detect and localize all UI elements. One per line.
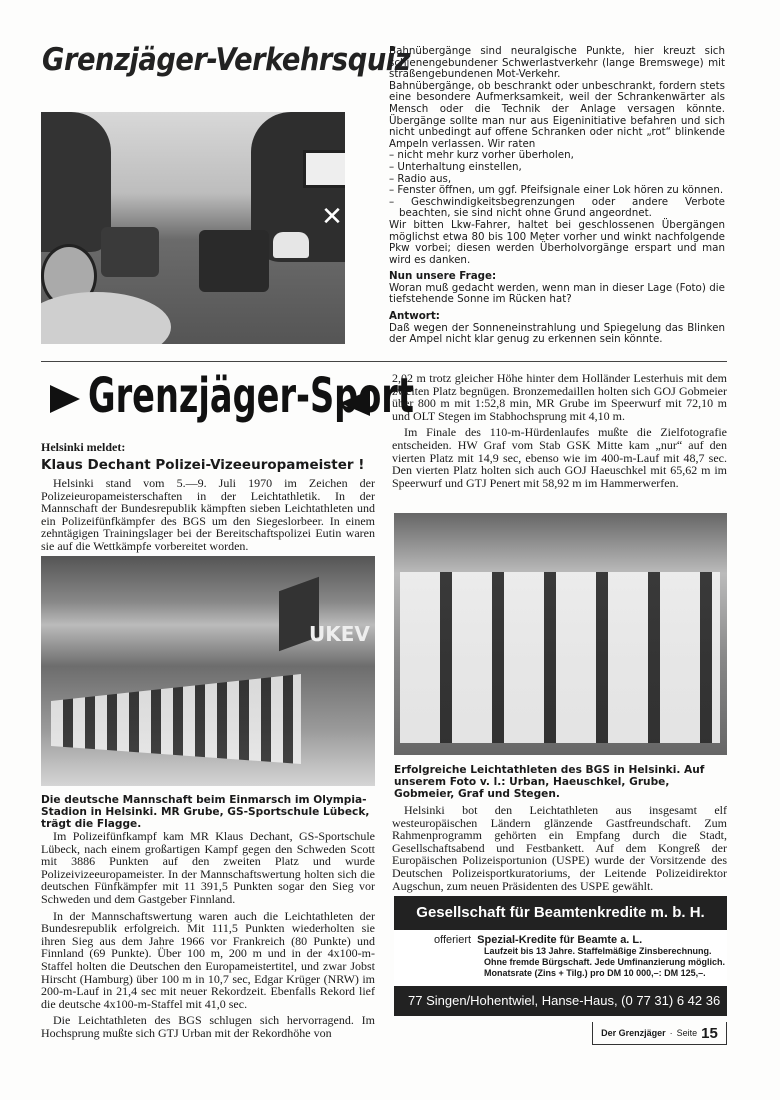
quiz-title: Grenzjäger-Verkehrsquiz (42, 42, 411, 78)
page-label: Seite (676, 1028, 698, 1038)
railroad-crossing-photo (41, 112, 345, 344)
quiz-paragraph: Bahnübergänge, ob beschrankt oder unbeschrankt, fordern stets eine besondere Aufmerksamkeit, weil der Schrankenwärter als Mensch oder die Technik der Anlage versagen könnte. Übergänge sollte man nur aus Eigeninitiative befahren und sich nicht unbedingt auf offene Schranken oder nicht „rot“ blinkende Ampeln verlassen. Wir raten (389, 79, 725, 150)
question-label: Nun unsere Frage: (389, 270, 497, 283)
answer-label: Antwort: (389, 310, 440, 323)
sport-title: Grenzjäger-Sport (88, 368, 414, 424)
quiz-closing: Wir bitten Lkw-Fahrer, haltet bei geschlossenen Übergängen möglichst etwa 80 bis 100 Meter vorher und winkt nachfolgende Pkw vorbei; diesen werden Überholvorgänge erspart und man wird es danken. (389, 218, 725, 266)
athletes-group (400, 553, 720, 743)
caption-stadium: Die deutsche Mannschaft beim Einmarsch im Olympia-Stadion in Helsinki. MR Grube, GS-Sportschule Lübeck, trägt die Flagge. (41, 794, 370, 830)
separator: · (669, 1028, 673, 1038)
credit-advertisement (394, 896, 727, 1016)
ad-address: 77 Singen/Hohentwiel, Hanse-Haus, (0 77 31) 6 42 36 (408, 993, 721, 1008)
quiz-tip: – Fenster öffnen, um ggf. Pfeifsignale einer Lok hören zu können. (389, 184, 724, 197)
body-paragraph: In der Mannschaftswertung waren auch die Leichtathleten der Bundesrepublik erfolgreich. Mit 111,5 Punkten wiederholten sie ihren Sieg aus dem Jahre 1966 vor Frankreich (80 Punkte) und Finnland (69 Punkte). Über 100 m, 200 m und in der 4x100-m-Staffel holten die Deutschen den Europameistertitel, und zwar Jobst Hirscht (Hamburg) über 100 m in 10,7 sec, Edgar Krüger (NRW) im 200-m-Lauf in 21,4 sec mit neuer Rekordzeit. Ebenfalls Rekord lief die deutsche 4x100-m-Staffel mit 41,0 sec. (41, 908, 375, 1011)
ad-offers-label: offeriert (434, 934, 472, 946)
body-paragraph: Die Leichtathleten des BGS schlugen sich hervorragend. Im Hochsprung mußte sich GTJ Urban mit der Rekordhöhe von (41, 1013, 375, 1040)
traffic-sign (303, 150, 345, 188)
ad-offer (394, 930, 727, 986)
right-arrow-icon (50, 385, 80, 413)
ad-line: Laufzeit bis 13 Jahre. Staffelmäßige Zinsberechnung. (484, 946, 712, 956)
body-paragraph: Im Finale des 110-m-Hürdenlaufes mußte die Zielfotografie entscheiden. HW Graf vom Stab GSK Mitte kam „nur“ auf den vierten Platz mit 14,9 sec, ebenso wie im 400-m-Lauf mit 48,7 sec. Den vierten Platz holten sich auch GOJ Haeuschkel mit 65,62 m im Speerwurf und GTJ Penert mit 58,92 m im Hammerwerfen. (392, 425, 727, 490)
sport-intro (41, 440, 375, 557)
quiz-tip: – Radio aus, (389, 172, 452, 185)
page-number: 15 (701, 1024, 718, 1042)
quiz-text (389, 46, 725, 346)
left-arrow-icon (340, 390, 370, 416)
caption-athletes: Erfolgreiche Leichtathleten des BGS in Helsinki. Auf unserem Foto v. l.: Urban, Haeuschkel, Grube, Gobmeier, Graf und Stegen. (394, 764, 705, 800)
kicker: Helsinki meldet: (41, 440, 126, 454)
ad-line: Monatsrate (Zins + Tilg.) pro DM 10 000,–: DM 125,–. (484, 968, 706, 978)
quiz-tip: – nicht mehr kurz vorher überholen, (389, 149, 574, 162)
stadium-sign: UKEV (309, 622, 370, 646)
athletes-team-photo (394, 513, 727, 755)
ad-product: Spezial-Kredite für Beamte a. L. (477, 934, 643, 946)
athletes-row (51, 674, 301, 764)
car (101, 227, 159, 277)
answer-text: Daß wegen der Sonneneinstrahlung und Spiegelung das Blinken der Ampel nicht klar genug zu erkennen sein könnte. (389, 321, 725, 346)
closing-body (392, 804, 727, 896)
car (273, 232, 309, 258)
right-column-body (392, 372, 727, 493)
body-paragraph: 2,02 m trotz gleicher Höhe hinter dem Holländer Lesterhuis mit dem zweiten Platz begnügen. Bronzemedaillen holten sich GOJ Gobmeier über 800 m mit 1:52,8 min, MR Grube im Speerwurf mit 72,10 m und OLT Stegen im Stabhochsprung mit 4,10 m. (392, 371, 727, 423)
quiz-tip: – Geschwindigkeitsbegrenzungen oder andere Verbote beachten, sie sind nicht ohne Grund angeordnet. (389, 195, 725, 220)
page-footer (592, 1022, 727, 1045)
stadium-march-photo (41, 556, 375, 786)
car (199, 230, 269, 292)
publication-name: Der Grenzjäger (601, 1028, 666, 1038)
section-divider (41, 361, 727, 362)
quiz-tip: – Unterhaltung einstellen, (389, 160, 522, 173)
headline: Klaus Dechant Polizei-Vizeeuropameister ! (41, 457, 365, 473)
ad-line: Ohne fremde Bürgschaft. Jede Umfinanzierung möglich. (484, 957, 726, 967)
ad-company: Gesellschaft für Beamtenkredite m. b. H. (416, 904, 705, 921)
left-column-body (41, 830, 375, 1044)
quiz-paragraph: Bahnübergänge sind neuralgische Punkte, hier kreuzt sich schienengebundener Schwerlastverkehr (lange Bremswege) mit straßengebundenen Mot-Verkehr. (389, 45, 725, 81)
body-paragraph: Im Polizeifünfkampf kam MR Klaus Dechant, GS-Sportschule Lübeck, nach einem großartigen Kampf gegen den Schweden Scott mit 3886 Punkten auf den zweiten Platz und wurde Polizeivizeeuropameister. In der Mannschaftswertung holten sich die deutschen Fünfkämpfer mit 11 391,5 Punkten sogar den Sieg vor Schweden und dem Gastgeber Finnland. (41, 829, 375, 906)
body-paragraph: Helsinki bot den Leichtathleten aus insgesamt elf westeuropäischen Ländern glänzende Gastfreundschaft. Zum Rahmenprogramm gehörten ein Empfang durch die Stadt, Gesellschaftsabend und Festbankett. Auf dem Kongreß der Europäischen Polizeisportunion (USPE) wurde der Vorsitzende des Deutschen Polizeisportkuratoriums, der Leitende Polizeidirektor Augschun, zum neuen Präsidenten des USPE gewählt. (392, 803, 727, 893)
car-hood (41, 292, 171, 344)
intro-paragraph: Helsinki stand vom 5.—9. Juli 1970 im Zeichen der Polizeieuropameisterschaften in der Leichtathletik. In der Mannschaft der Bundesrepublik kämpften sieben Leichtathleten und ein Polizeifünfkämpfer des BGS um den Siegeslorbeer. In einem zehntägigen Trainingslager bei der Bereitschaftspolizei Eutin waren sie auf die Wettkämpfe vorbereitet worden. (41, 476, 375, 553)
crossing-sign-icon: ✕ (321, 202, 343, 232)
question-text: Woran muß gedacht werden, wenn man in dieser Lage (Foto) die tiefstehende Sonne im Rücken hat? (389, 281, 725, 306)
